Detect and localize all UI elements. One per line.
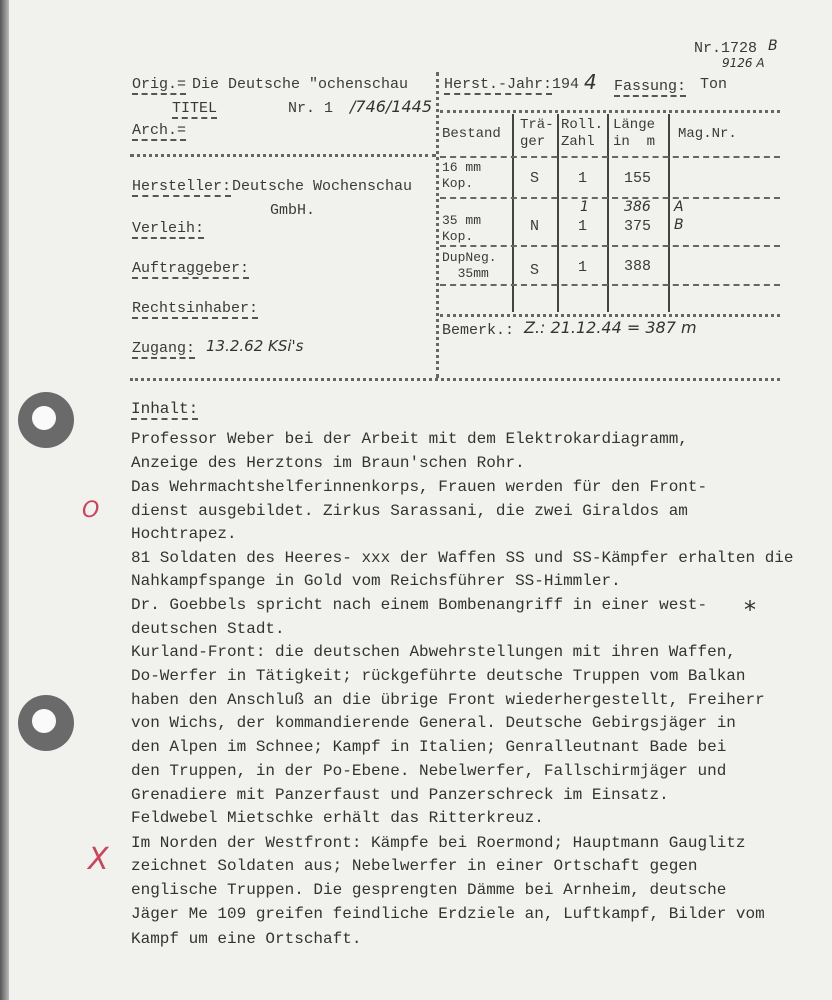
row-rule bbox=[440, 156, 780, 158]
table-header: Bestand bbox=[442, 126, 501, 142]
hersteller-value-2: GmbH. bbox=[270, 202, 316, 219]
divider bbox=[440, 314, 780, 317]
content-line: Anzeige des Herztons im Braun'schen Rohr. bbox=[131, 454, 525, 472]
bemerk-label: Bemerk.: bbox=[442, 322, 515, 339]
auftraggeber-label: Auftraggeber: bbox=[132, 260, 250, 277]
punch-hole bbox=[18, 392, 74, 448]
content-line: deutschen Stadt. bbox=[131, 620, 285, 638]
row-rule bbox=[440, 245, 780, 247]
titel-value: Nr. 1 bbox=[288, 100, 334, 117]
jahr-value: 194 bbox=[552, 76, 580, 93]
content-line: Kampf um eine Ortschaft. bbox=[131, 930, 362, 948]
content-line: Hochtrapez. bbox=[131, 525, 237, 543]
table-header: Roll. Zahl bbox=[561, 117, 604, 150]
table-cell: 16 mm Kop. bbox=[442, 160, 482, 191]
verleih-label: Verleih: bbox=[132, 220, 205, 237]
hersteller-value: Deutsche Wochenschau bbox=[232, 178, 413, 195]
divider bbox=[436, 72, 439, 378]
table-cell: S bbox=[530, 262, 540, 279]
content-line: Professor Weber bei der Arbeit mit dem Elektrokardiagramm, bbox=[131, 430, 688, 448]
divider bbox=[440, 110, 780, 113]
orig-value: Die Deutsche "ochenschau bbox=[192, 76, 409, 93]
content-line: von Wichs, der kommandierende General. Deutsche Gebirgsjäger in bbox=[131, 714, 736, 732]
column-rule bbox=[668, 114, 670, 312]
margin-star-mark: * bbox=[744, 596, 756, 624]
table-cell: S bbox=[530, 170, 540, 187]
table-cell-handwritten: A bbox=[674, 199, 684, 215]
jahr-handwritten: 4 bbox=[584, 70, 597, 94]
content-line: Im Norden der Westfront: Kämpfe bei Roermond; Hauptmann Gauglitz bbox=[131, 834, 746, 852]
scan-edge bbox=[0, 0, 9, 1000]
content-line: Dr. Goebbels spricht nach einem Bombenangriff in einer west- bbox=[131, 596, 708, 614]
column-rule bbox=[557, 114, 559, 312]
content-line: zeichnet Soldaten aus; Nebelwerfer in einer Ortschaft gegen bbox=[131, 857, 698, 875]
table-cell-handwritten: 386 bbox=[624, 199, 651, 215]
content-line: den Truppen, in der Po-Ebene. Nebelwerfer, Fallschirmjäger und bbox=[131, 762, 727, 780]
archive-number-handwritten: 9126 A bbox=[722, 56, 765, 70]
content-line: haben den Anschluß an die übrige Front wiederhergestellt, Freiherr bbox=[131, 691, 765, 709]
content-line: Feldwebel Mietschke erhält das Ritterkreuz. bbox=[131, 809, 544, 827]
table-cell: DupNeg. 35mm bbox=[442, 250, 497, 281]
table-cell: N bbox=[530, 218, 540, 235]
orig-label: Orig.= bbox=[132, 76, 187, 93]
table-cell: 35 mm Kop. bbox=[442, 213, 482, 244]
content-line: 81 Soldaten des Heeres- xxx der Waffen SS und SS-Kämpfer erhalten die bbox=[131, 549, 794, 567]
titel-label: TITEL bbox=[172, 100, 218, 117]
content-line: Nahkampfspange in Gold vom Reichsführer SS-Himmler. bbox=[131, 572, 621, 590]
table-cell: B bbox=[674, 217, 684, 233]
content-line: englische Truppen. Die gesprengten Dämme bei Arnheim, deutsche bbox=[131, 881, 727, 899]
content-line: Kurland-Front: die deutschen Abwehrstellungen mit ihren Waffen, bbox=[131, 643, 736, 661]
row-rule bbox=[440, 197, 780, 199]
content-line: Do-Werfer in Tätigkeit; rückgeführte deutsche Truppen vom Balkan bbox=[131, 667, 746, 685]
column-rule bbox=[607, 114, 609, 312]
red-x-mark: X bbox=[88, 842, 109, 877]
inhalt-label: Inhalt: bbox=[131, 400, 199, 418]
fassung-label: Fassung: bbox=[614, 78, 687, 95]
zugang-label: Zugang: bbox=[132, 340, 196, 357]
red-circle-mark: O bbox=[82, 498, 100, 523]
content-line: Das Wehrmachtshelferinnenkorps, Frauen werden für den Front- bbox=[131, 478, 708, 496]
table-cell: 155 bbox=[624, 170, 652, 187]
zugang-handwritten: 13.2.62 KSi's bbox=[206, 337, 304, 355]
row-rule bbox=[440, 284, 780, 286]
divider bbox=[130, 154, 436, 157]
titel-handwritten: /746/1445 bbox=[350, 97, 433, 116]
table-cell: 1 bbox=[578, 259, 588, 276]
content-line: den Alpen im Schnee; Kampf in Italien; Genralleutnant Bade bei bbox=[131, 738, 727, 756]
table-cell-handwritten: 1 bbox=[580, 199, 589, 215]
table-header: Mag.Nr. bbox=[678, 126, 737, 142]
hersteller-label: Hersteller: bbox=[132, 178, 232, 195]
table-cell: 388 bbox=[624, 258, 652, 275]
table-cell: 375 bbox=[624, 218, 652, 235]
table-cell: 1 bbox=[578, 218, 588, 235]
record-number-handwritten: B bbox=[768, 38, 778, 54]
divider bbox=[130, 378, 780, 381]
record-number: Nr.1728 bbox=[694, 40, 758, 57]
table-header: Trä- ger bbox=[520, 117, 554, 150]
table-header: Länge in m bbox=[613, 117, 656, 150]
content-line: Grenadiere mit Panzerfaust und Panzerschreck im Einsatz. bbox=[131, 786, 669, 804]
bemerk-handwritten: Z.: 21.12.44 = 387 m bbox=[524, 318, 697, 337]
punch-hole bbox=[18, 695, 74, 751]
content-line: Jäger Me 109 greifen feindliche Erdziele an, Luftkampf, Bilder vom bbox=[131, 905, 765, 923]
table-cell: 1 bbox=[578, 170, 588, 187]
content-line: dienst ausgebildet. Zirkus Sarassani, die zwei Giraldos am bbox=[131, 502, 688, 520]
jahr-label: Herst.-Jahr: bbox=[444, 76, 553, 93]
column-rule bbox=[512, 114, 514, 312]
rechtsinhaber-label: Rechtsinhaber: bbox=[132, 300, 259, 317]
fassung-value: Ton bbox=[700, 76, 728, 93]
arch-label: Arch.= bbox=[132, 122, 187, 139]
